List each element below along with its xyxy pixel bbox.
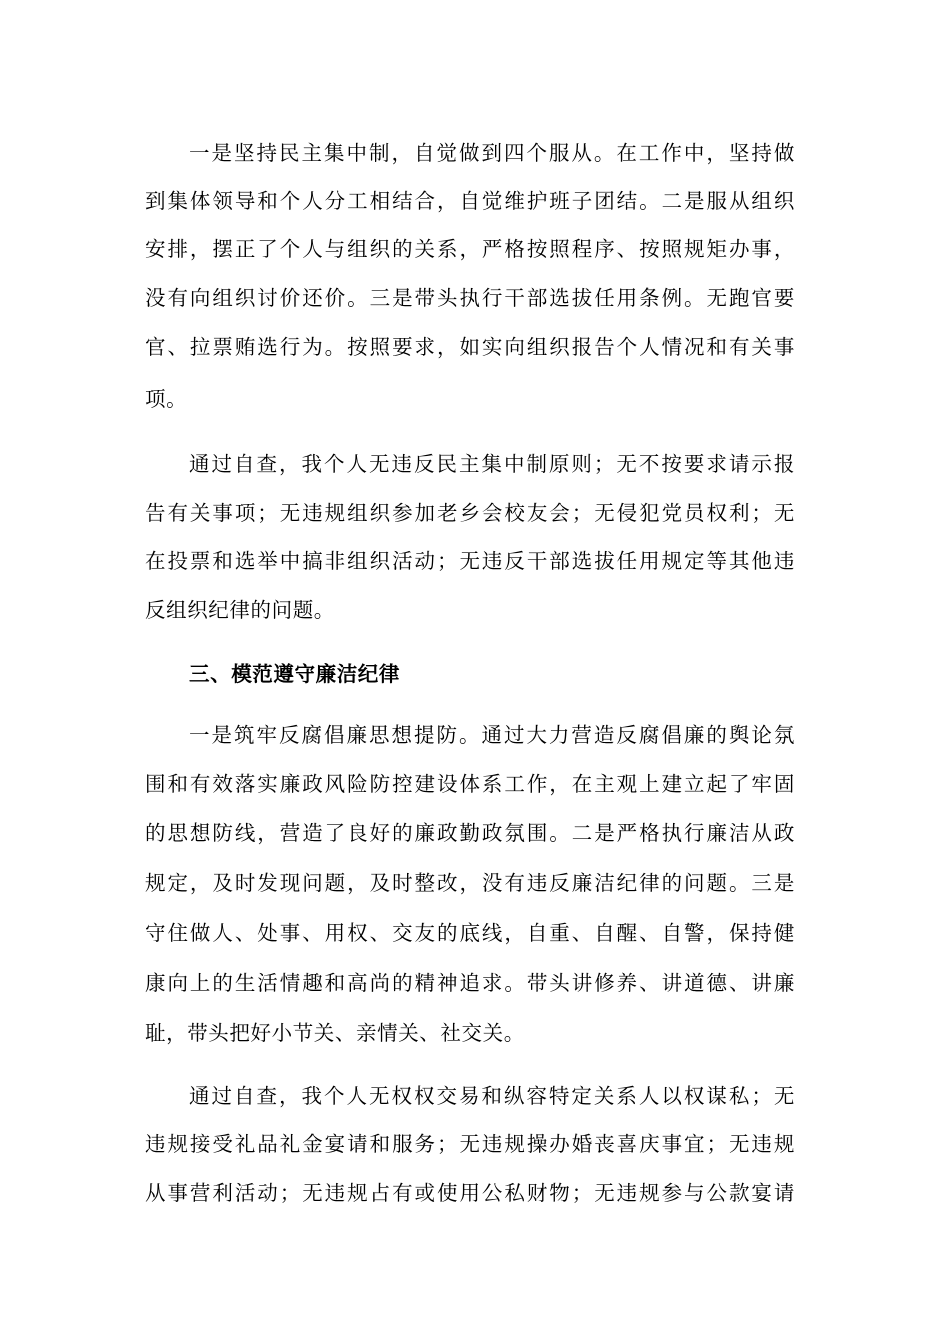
paragraph-3-line-5: 守住做人、处事、用权、交友的底线，自重、自醒、自警，保持健 [145,921,795,945]
paragraph-1-line-6: 项。 [145,387,188,411]
paragraph-4-line-1: 通过自查，我个人无权权交易和纵容特定关系人以权谋私；无 [189,1084,795,1108]
paragraph-2-line-4: 反组织纪律的问题。 [145,598,335,622]
paragraph-3-line-1: 一是筑牢反腐倡廉思想提防。通过大力营造反腐倡廉的舆论氛 [189,723,795,747]
paragraph-1-line-1: 一是坚持民主集中制，自觉做到四个服从。在工作中，坚持做 [189,141,795,165]
paragraph-3-line-3: 的思想防线，营造了良好的廉政勤政氛围。二是严格执行廉洁从政 [145,821,795,845]
paragraph-3-line-2: 围和有效落实廉政风险防控建设体系工作，在主观上建立起了牢固 [145,772,795,796]
paragraph-3-line-6: 康向上的生活情趣和高尚的精神追求。带头讲修养、讲道德、讲廉 [145,971,795,995]
paragraph-2-line-3: 在投票和选举中搞非组织活动；无违反干部选拔任用规定等其他违 [145,549,795,573]
paragraph-1-line-2: 到集体领导和个人分工相结合，自觉维护班子团结。二是服从组织 [145,189,795,213]
paragraph-2-line-2: 告有关事项；无违规组织参加老乡会校友会；无侵犯党员权利；无 [145,501,795,525]
paragraph-3-line-4: 规定，及时发现问题，及时整改，没有违反廉洁纪律的问题。三是 [145,871,795,895]
paragraph-4-line-2: 违规接受礼品礼金宴请和服务；无违规操办婚丧喜庆事宜；无违规 [145,1132,795,1156]
paragraph-3-line-7: 耻，带头把好小节关、亲情关、社交关。 [145,1021,525,1045]
paragraph-2-line-1: 通过自查，我个人无违反民主集中制原则；无不按要求请示报 [189,452,795,476]
paragraph-1-line-5: 官、拉票贿选行为。按照要求，如实向组织报告个人情况和有关事 [145,335,795,359]
paragraph-4-line-3: 从事营利活动；无违规占有或使用公私财物；无违规参与公款宴请 [145,1181,795,1205]
paragraph-1-line-4: 没有向组织讨价还价。三是带头执行干部选拔任用条例。无跑官要 [145,286,795,310]
section-heading: 三、模范遵守廉洁纪律 [189,662,400,686]
paragraph-1-line-3: 安排，摆正了个人与组织的关系，严格按照程序、按照规矩办事， [145,237,795,261]
